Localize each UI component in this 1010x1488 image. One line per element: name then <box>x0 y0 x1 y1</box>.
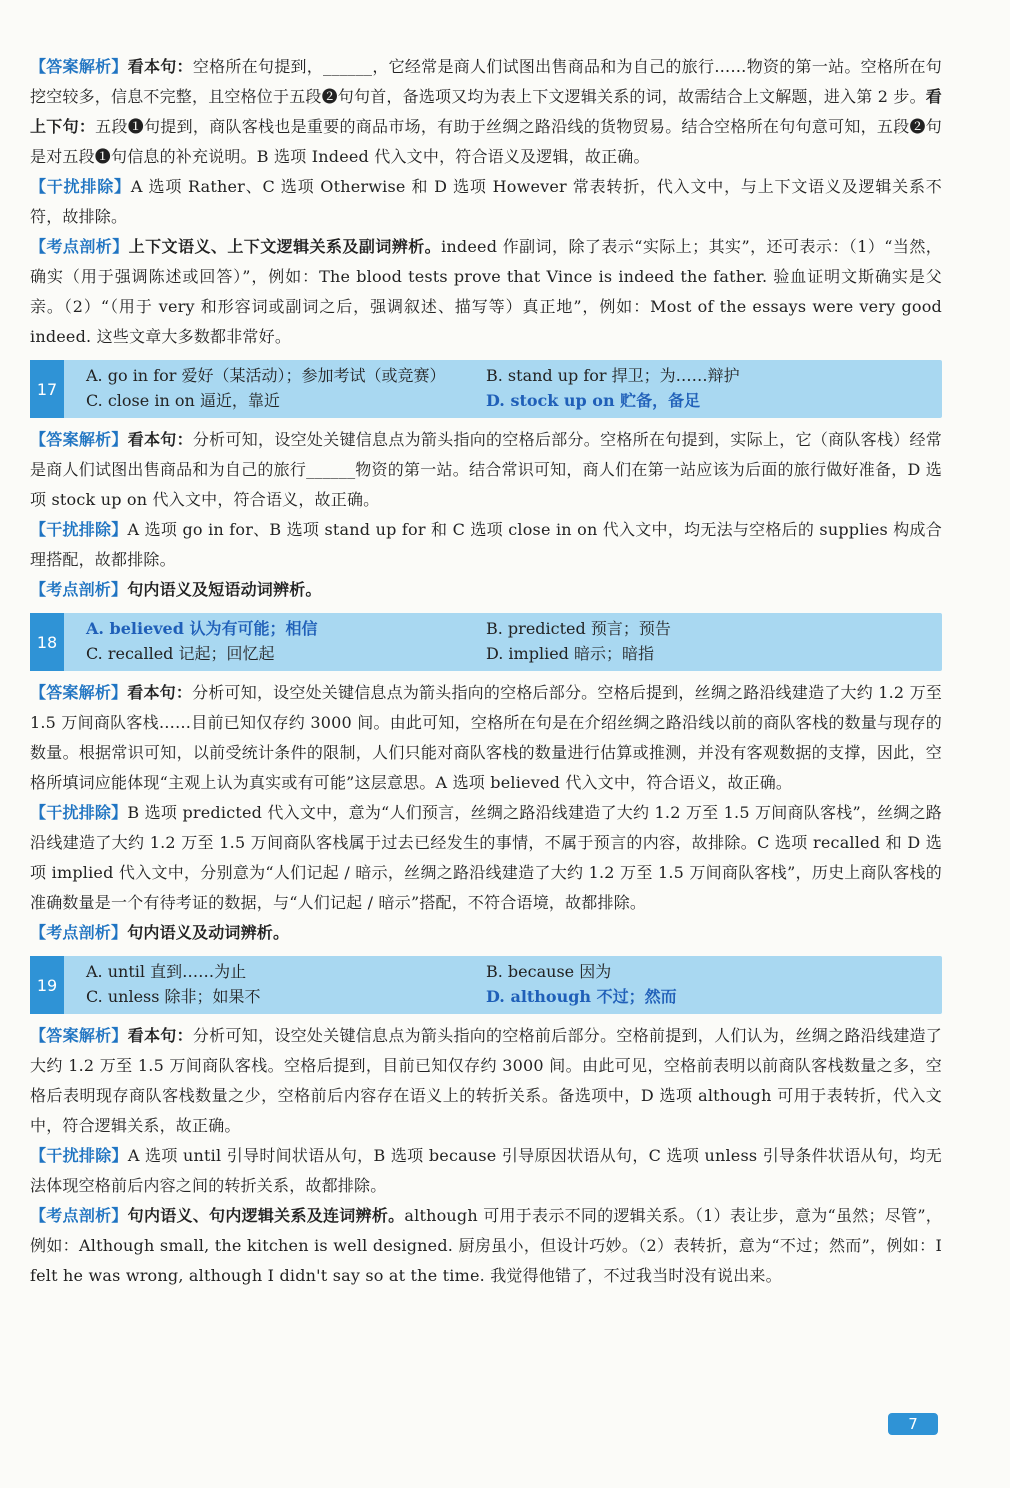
explanation-paragraph <box>30 1201 942 1291</box>
bold-text: 句内语义及动词辨析。 <box>127 923 290 942</box>
bold-text: 看上下句： <box>30 87 942 136</box>
explanation-paragraph <box>30 232 942 352</box>
explanation-paragraph <box>30 575 942 605</box>
section-label: 【答案解析】 <box>30 57 128 76</box>
explanation-paragraph <box>30 515 942 575</box>
body-text: 分析可知，设空处关键信息点为箭头指向的空格后部分。空格所在句提到，实际上，它（商队客栈）经常是商人们试图出售商品和为自己的旅行______物资的第一站。结合常识可知，商人们在第一站应该为后面的旅行做好准备，D 选项 stock up on 代入文中，符合语义，故正确。 <box>30 430 943 509</box>
body-text: A 选项 until 引导时间状语从句，B 选项 because 引导原因状语从句，C 选项 unless 引导条件状语从句，均无法体现空格前后内容之间的转折关系，故都排除。 <box>30 1146 942 1195</box>
answer-option: A. until 直到……为止 <box>86 962 247 981</box>
bold-text: 看本句： <box>127 430 193 449</box>
section-label: 【干扰排除】 <box>30 1146 128 1165</box>
bold-text: 句内语义、句内逻辑关系及连词辨析。 <box>127 1206 405 1225</box>
question-number: 17 <box>30 360 64 418</box>
bold-text: 上下文语义、上下文逻辑关系及副词辨析。 <box>128 237 442 256</box>
body-text: 分析可知，设空处关键信息点为箭头指向的空格前后部分。空格前提到，人们认为，丝绸之路沿线建造了大约 1.2 万至 1.5 万间商队客栈。空格后提到，目前已知仅存约 3000 间。由此可见，空格前表明以前商队客栈数量之多，空格后表明现存商队客栈数量之少，空格前后内容存在语义上的转折关系。备选项中，D 选项 although 可用于表转折，代入文中，符合逻辑关系，故正确。 <box>30 1026 943 1135</box>
bold-text: 看本句： <box>127 1026 193 1045</box>
body-text: A 选项 go in for、B 选项 stand up for 和 C 选项 close in on 代入文中，均无法与空格后的 supplies 构成合理搭配，故都排除。 <box>30 520 942 569</box>
correct-option: D. stock up on 贮备，备足 <box>486 391 701 410</box>
explanation-paragraph <box>30 1021 942 1141</box>
explanation-paragraph <box>30 52 942 172</box>
correct-option: A. believed 认为有可能；相信 <box>86 619 318 638</box>
section-label: 【考点剖析】 <box>30 237 129 256</box>
body-text: although 可用于表示不同的逻辑关系。（1）表让步，意为“虽然；尽管”，例如：Although small, the kitchen is well designed. 厨房虽小，但设计巧妙。（2）表转折，意为“不过；然而”，例如：I felt he was wrong, although I didn't say so at the time. 我觉得他错了，不过我当时没有说出来。 <box>30 1206 942 1285</box>
correct-option: D. although 不过；然而 <box>486 987 677 1006</box>
explanation-paragraph <box>30 678 942 798</box>
body-text: A 选项 Rather、C 选项 Otherwise 和 D 选项 However 常表转折，代入文中，与上下文语义及逻辑关系不符，故排除。 <box>30 177 942 226</box>
answer-option: B. because 因为 <box>486 962 612 981</box>
body-text: 五段❶句提到，商队客栈也是重要的商品市场，有助于丝绸之路沿线的货物贸易。结合空格所在句句意可知，五段❷句是对五段❶句信息的补充说明。B 选项 Indeed 代入文中，符合语义及逻辑，故正确。 <box>30 117 942 166</box>
explanation-paragraph <box>30 172 942 232</box>
explanation-paragraph <box>30 425 942 515</box>
page-number: 7 <box>888 1413 938 1435</box>
answer-option: C. recalled 记起；回忆起 <box>86 644 275 663</box>
bold-text: 看本句： <box>127 683 193 702</box>
answer-option: B. predicted 预言；预告 <box>486 619 671 638</box>
section-label: 【答案解析】 <box>30 1026 128 1045</box>
question-options-box <box>30 360 942 418</box>
explanation-paragraph <box>30 918 942 948</box>
answer-option: D. implied 暗示；暗指 <box>486 644 654 663</box>
body-text: 分析可知，设空处关键信息点为箭头指向的空格后部分。空格后提到，丝绸之路沿线建造了大约 1.2 万至 1.5 万间商队客栈……目前已知仅存约 3000 间。由此可知，空格所在句是在介绍丝绸之路沿线以前的商队客栈的数量与现存的数量。根据常识可知，以前受统计条件的限制，人们只能对商队客栈的数量进行估算或推测，并没有客观数据的支撑，因此，空格所填词应能体现“主观上认为真实或有可能”这层意思。A 选项 believed 代入文中，符合语义，故正确。 <box>30 683 942 792</box>
bold-text: 看本句： <box>127 57 193 76</box>
question-number: 19 <box>30 956 64 1014</box>
section-label: 【答案解析】 <box>30 683 128 702</box>
explanation-paragraph <box>30 798 942 918</box>
section-label: 【考点剖析】 <box>30 923 128 942</box>
explanation-paragraph <box>30 1141 942 1201</box>
question-options-box <box>30 956 942 1014</box>
section-label: 【考点剖析】 <box>30 1206 128 1225</box>
answer-option: B. stand up for 捍卫；为……辩护 <box>486 366 740 385</box>
answer-option: C. unless 除非；如果不 <box>86 987 261 1006</box>
question-options-box <box>30 613 942 671</box>
page-content <box>30 52 942 1291</box>
bold-text: 句内语义及短语动词辨析。 <box>127 580 322 599</box>
section-label: 【干扰排除】 <box>30 803 128 822</box>
answer-option: C. close in on 逼近，靠近 <box>86 391 280 410</box>
section-label: 【干扰排除】 <box>30 177 131 196</box>
section-label: 【干扰排除】 <box>30 520 128 539</box>
body-text: 空格所在句提到，______，它经常是商人们试图出售商品和为自己的旅行……物资的第一站。空格所在句挖空较多，信息不完整，且空格位于五段❷句句首，备选项又均为表上下文逻辑关系的词，故需结合上文解题，进入第 2 步。 <box>30 57 942 106</box>
answer-option: A. go in for 爱好（某活动）；参加考试（或竞赛） <box>86 366 446 385</box>
section-label: 【答案解析】 <box>30 430 128 449</box>
section-label: 【考点剖析】 <box>30 580 128 599</box>
body-text: B 选项 predicted 代入文中，意为“人们预言，丝绸之路沿线建造了大约 1.2 万至 1.5 万间商队客栈”，丝绸之路沿线建造了大约 1.2 万至 1.5 万间商队客栈属于过去已经发生的事情，不属于预言的内容，故排除。C 选项 recalled 和 D 选项 implied 代入文中，分别意为“人们记起 / 暗示，丝绸之路沿线建造了大约 1.2 万至 1.5 万间商队客栈”，历史上商队客栈的准确数量是一个有待考证的数据，与“人们记起 / 暗示”搭配，不符合语境，故都排除。 <box>30 803 942 912</box>
body-text: indeed 作副词，除了表示“实际上；其实”，还可表示：（1）“当然，确实（用于强调陈述或回答）”，例如：The blood tests prove that Vince is indeed the father. 验血证明文斯确实是父亲。（2）“（用于 very 和形容词或副词之后，强调叙述、描写等）真正地”，例如：Most of the essays were very good indeed. 这些文章大多数都非常好。 <box>30 237 942 346</box>
question-number: 18 <box>30 613 64 671</box>
